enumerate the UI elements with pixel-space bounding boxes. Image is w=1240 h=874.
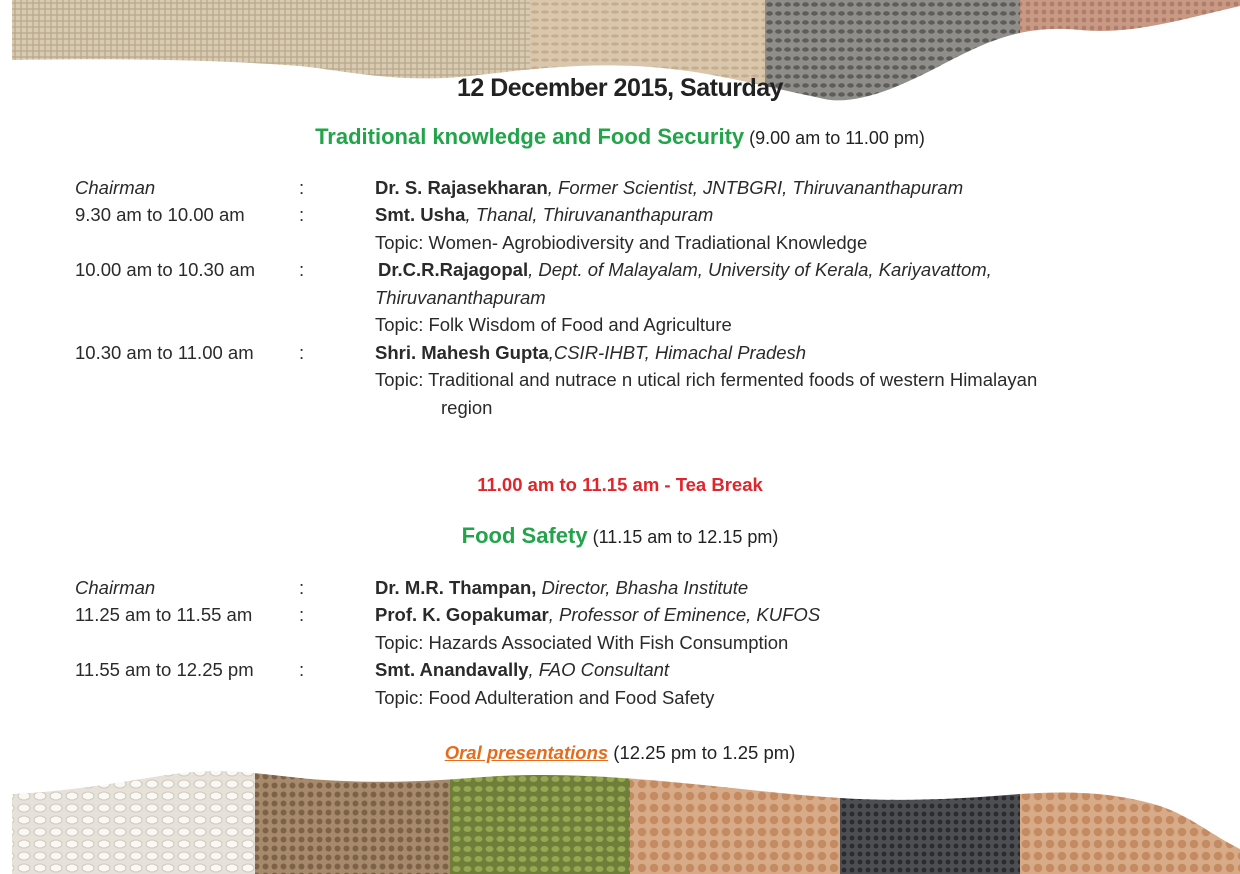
separator: : [299,604,305,625]
section-title: Food Safety [461,523,588,548]
talk-topic-continued: region [441,397,493,418]
separator: : [299,259,305,280]
oral-presentations-link[interactable]: Oral presentations [444,742,609,763]
speaker-info: Smt. Usha, Thanal, Thiruvananthapuram [375,204,714,225]
speaker-info: Prof. K. Gopakumar, Professor of Eminence, KUFOS [375,604,821,625]
section-time: (9.00 am to 11.00 pm) [749,128,925,148]
separator: : [299,177,305,198]
talk-topic: Topic: Food Adulteration and Food Safety [375,687,715,708]
tea-break: 11.00 am to 11.15 am - Tea Break [477,474,763,495]
separator: : [299,342,305,363]
talk-topic: Topic: Hazards Associated With Fish Consumption [375,632,789,653]
schedule-time: Chairman [75,577,156,598]
section-title: Traditional knowledge and Food Security [315,124,745,149]
talk-topic: Topic: Folk Wisdom of Food and Agriculture [375,314,732,335]
talk-topic: Topic: Women- Agrobiodiversity and Tradiational Knowledge [375,232,868,253]
separator: : [299,659,305,680]
schedule-time: Chairman [75,177,156,198]
speaker-info: Smt. Anandavally, FAO Consultant [375,659,670,680]
separator: : [299,577,305,598]
schedule-time: 10.30 am to 11.00 am [75,342,254,363]
speaker-info: Shri. Mahesh Gupta,CSIR-IHBT, Himachal Pradesh [375,342,807,363]
talk-topic: Topic: Traditional and nutrace n utical rich fermented foods of western Himalayan [375,369,1038,390]
speaker-info: Dr. S. Rajasekharan, Former Scientist, JNTBGRI, Thiruvananthapuram [375,177,964,198]
section-time: (11.15 am to 12.15 pm) [592,527,779,547]
oral-presentations [0,742,1240,764]
speaker-affiliation-continued: Thiruvananthapuram [375,287,546,308]
schedule-time: 9.30 am to 10.00 am [75,204,245,225]
page-title: 12 December 2015, Saturday [456,74,784,102]
speaker-info: Dr. M.R. Thampan, Director, Bhasha Institute [375,577,749,598]
schedule-time: 11.25 am to 11.55 am [75,604,253,625]
section-heading-food-security [0,124,1240,150]
speaker-info: Dr.C.R.Rajagopal, Dept. of Malayalam, University of Kerala, Kariyavattom, [378,259,992,280]
schedule-time: 10.00 am to 10.30 am [75,259,255,280]
section-heading-food-safety [0,523,1240,549]
schedule-time: 11.55 am to 12.25 pm [75,659,254,680]
oral-presentations-time: (12.25 pm to 1.25 pm) [613,742,796,763]
separator: : [299,204,305,225]
bottom-decorative-banner [0,754,1240,874]
